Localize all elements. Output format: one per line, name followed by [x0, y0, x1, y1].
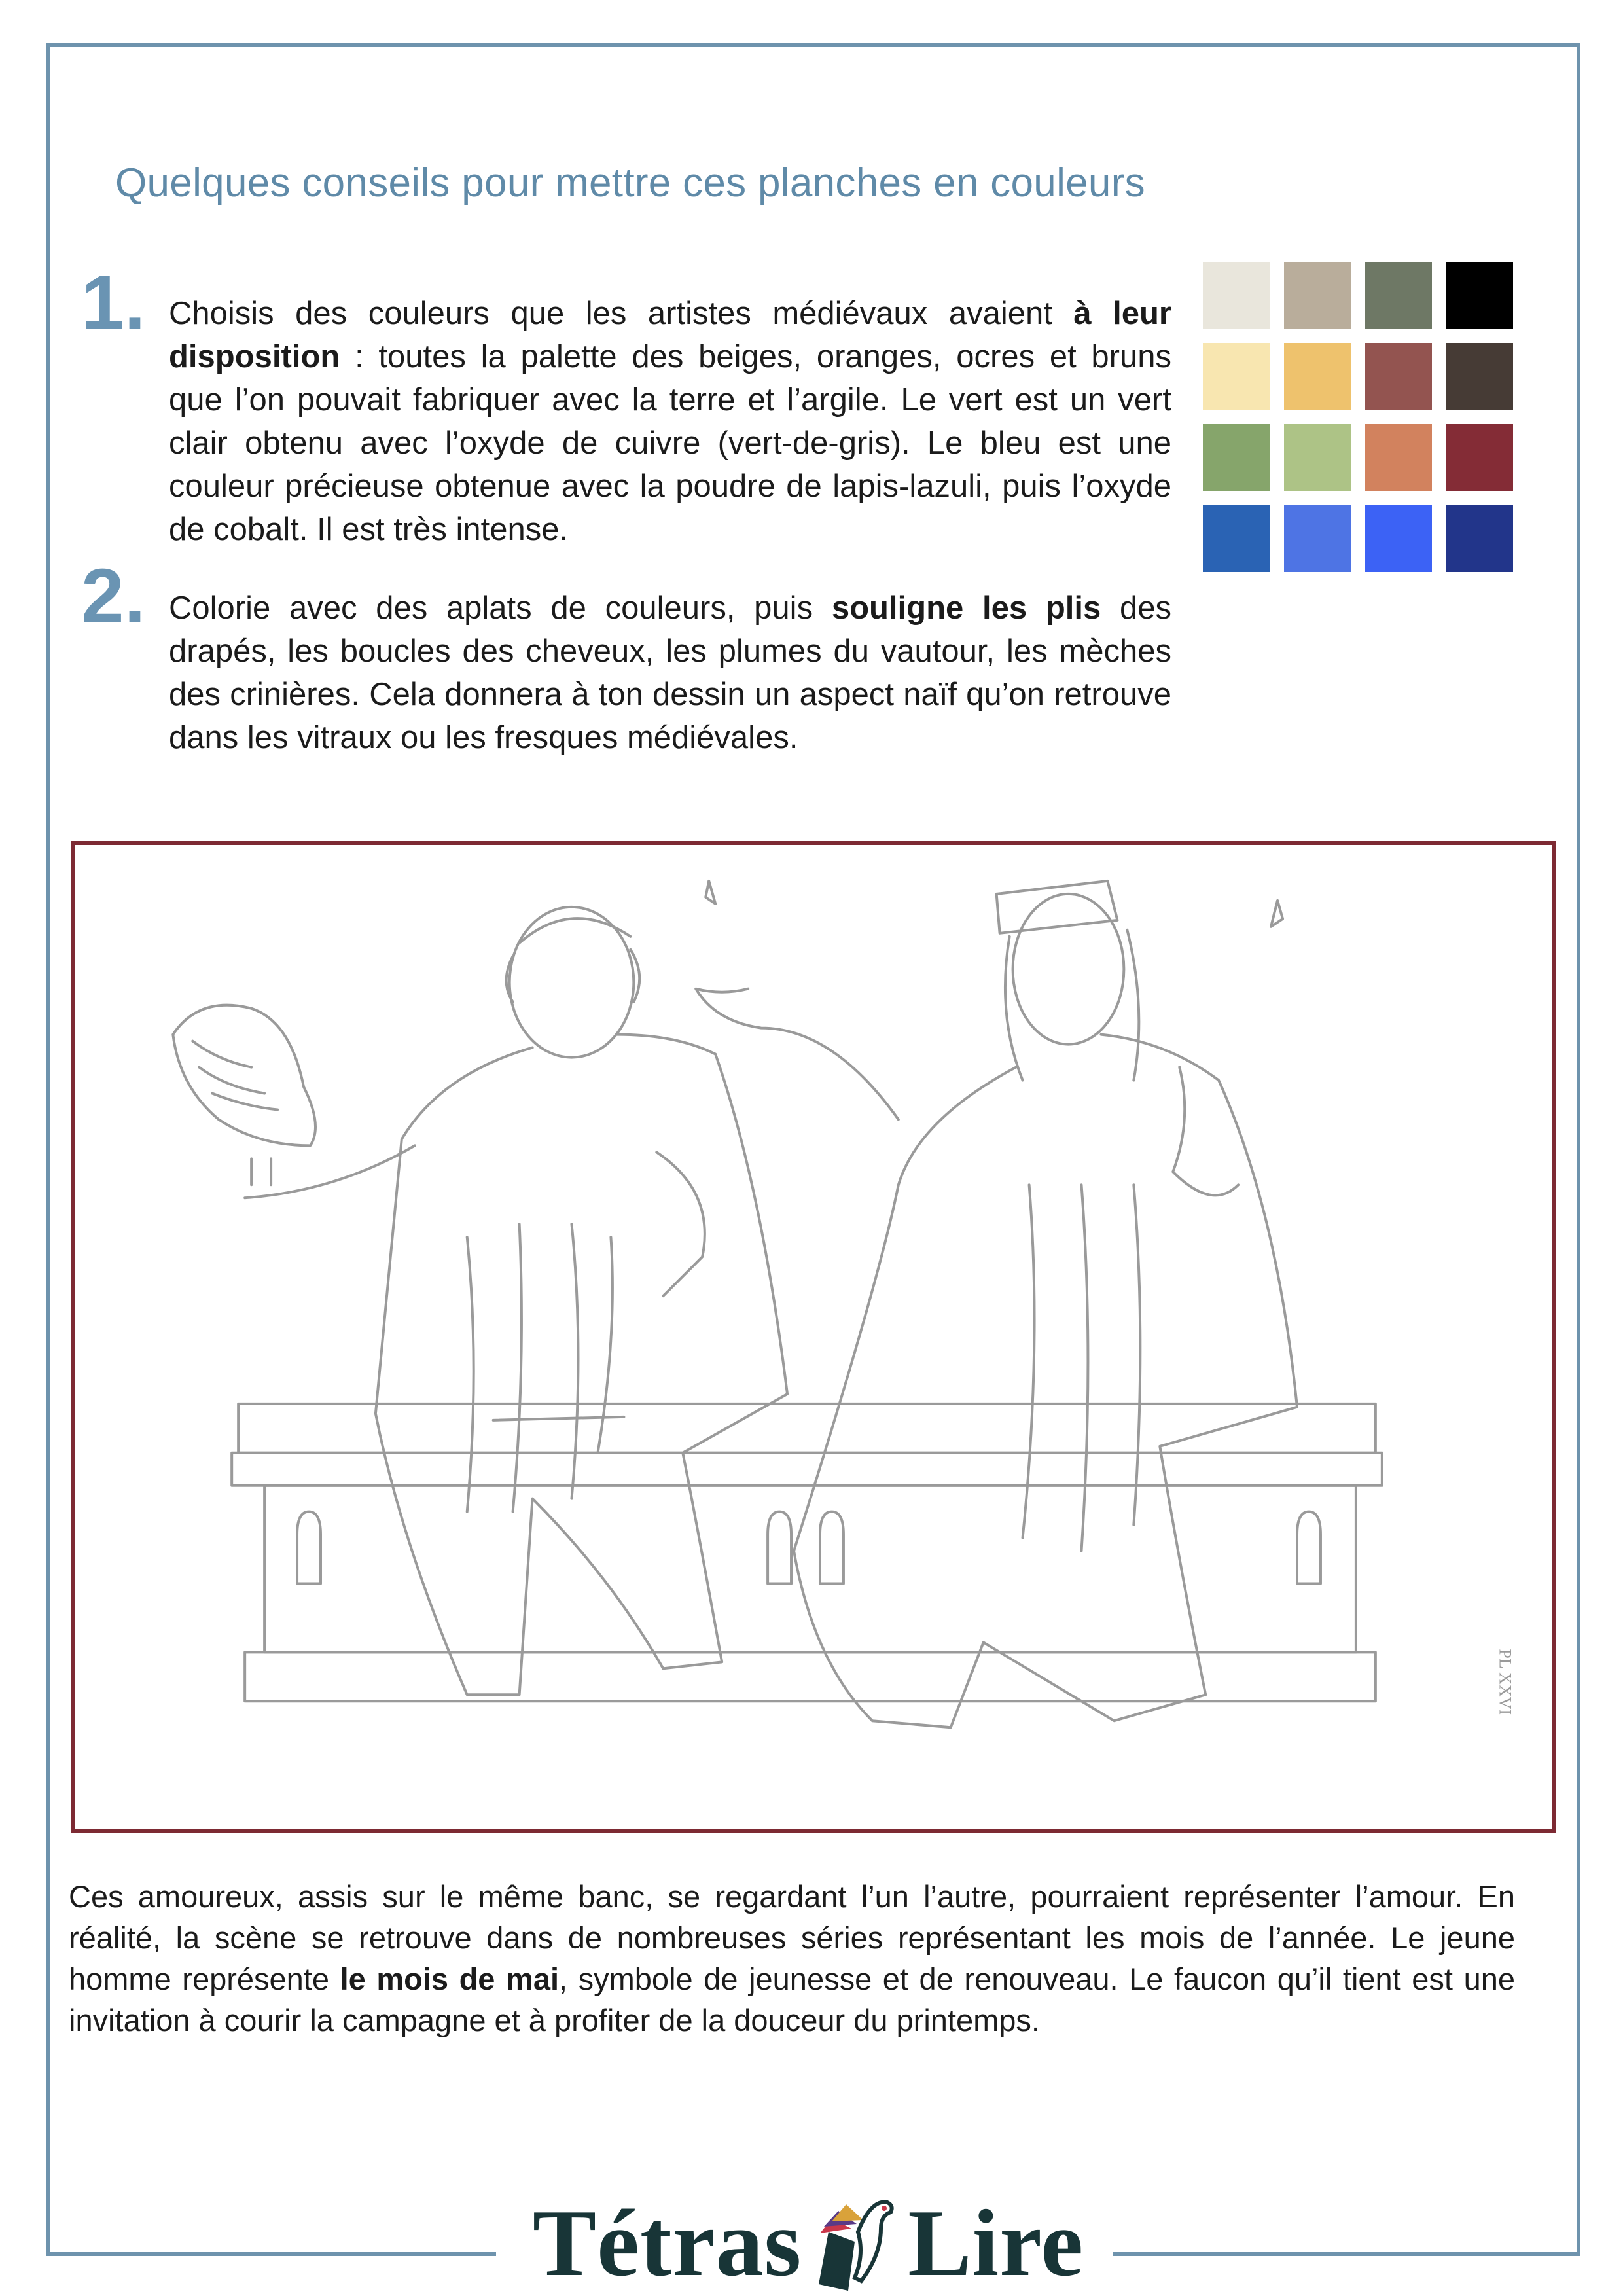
- step-2-highlight: souligne les plis: [831, 590, 1101, 626]
- woman-head: [1013, 894, 1124, 1045]
- plate-drawing: [75, 845, 1552, 1829]
- color-swatch: [1203, 343, 1270, 410]
- logo-word-right: Lire: [908, 2190, 1084, 2296]
- color-swatch: [1365, 505, 1432, 572]
- color-swatch: [1284, 343, 1351, 410]
- step-2-text-b: des drapés, les boucles des cheveux, les plumes du vautour, les mèches des crinières. Cela donnera à ton dessin un aspect naïf qu’on retrouve dans les vitraux ou les fresques médiévales.: [169, 590, 1171, 755]
- man-head: [510, 907, 634, 1058]
- color-swatch: [1284, 505, 1351, 572]
- woman-body: [794, 1035, 1297, 1728]
- bench-top: [238, 1404, 1376, 1453]
- color-swatch: [1365, 343, 1432, 410]
- step-1-text-b: : toutes la palette des beiges, oranges, ocres et bruns que l’on pouvait fabriquer avec la terre et l’argile. Le vert est un vert clair obtenu avec l’oxyde de cuivre (vert-de-gris). Le bleu est une couleur précieuse obtenue avec la poudre de lapis-lazuli, puis l’oxyde de cobalt. Il est très intense.: [169, 339, 1171, 547]
- color-swatch: [1365, 262, 1432, 329]
- logo-word-left: Tétras: [532, 2190, 802, 2296]
- step-1-text: [169, 292, 1171, 551]
- caption-highlight: le mois de mai: [340, 1962, 560, 1996]
- step-1-highlight: à leur disposition: [169, 296, 1171, 374]
- step-2-text: [169, 586, 1171, 759]
- step-number-1: 1.: [81, 260, 146, 346]
- bench-ledge: [232, 1453, 1382, 1486]
- color-swatch: [1446, 343, 1513, 410]
- coloring-plate: [71, 841, 1556, 1833]
- color-swatch: [1284, 424, 1351, 491]
- caption-text: [69, 1876, 1515, 2041]
- caption-text-a: Ces amoureux, assis sur le même banc, se regardant l’un l’autre, pourraient représenter l’amour. En réalité, la scène se retrouve dans de nombreuses séries représentant les mois de l’année. Le jeune homme représente: [69, 1879, 1515, 1996]
- color-palette: [1203, 262, 1513, 572]
- color-swatch: [1446, 505, 1513, 572]
- color-swatch: [1203, 262, 1270, 329]
- man-body: [376, 1035, 787, 1695]
- color-swatch: [1284, 262, 1351, 329]
- caption-text-b: , symbole de jeunesse et de renouveau. Le faucon qu’il tient est une invitation à courir la campagne et à profiter de la douceur du printemps.: [69, 1962, 1515, 2037]
- step-number-2: 2.: [81, 553, 146, 639]
- page-title: Quelques conseils pour mettre ces planches en couleurs: [115, 160, 1145, 206]
- step-2-text-a: Colorie avec des aplats de couleurs, puis: [169, 590, 832, 626]
- step-1-text-a: Choisis des couleurs que les artistes médiévaux avaient: [169, 296, 1074, 331]
- tetras-lire-logo: [504, 2186, 1113, 2296]
- falcon: [173, 1005, 315, 1146]
- grouse-book-icon: [806, 2193, 904, 2291]
- plate-inscription: PL XXVI: [1495, 1649, 1515, 1715]
- color-swatch: [1203, 505, 1270, 572]
- color-swatch: [1365, 424, 1432, 491]
- color-swatch: [1203, 424, 1270, 491]
- color-swatch: [1446, 262, 1513, 329]
- color-swatch: [1446, 424, 1513, 491]
